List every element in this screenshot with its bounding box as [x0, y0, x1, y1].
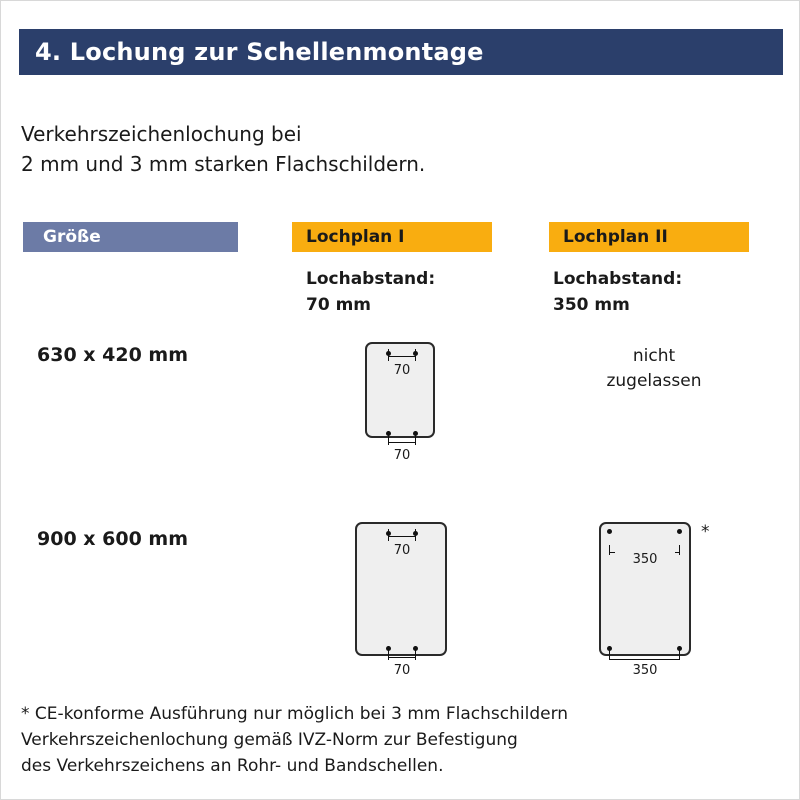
- not-allowed-line-1: nicht: [632, 346, 676, 366]
- column-header-lochplan-2: Lochplan II: [549, 222, 749, 252]
- lochabstand-label-1: Lochabstand:: [306, 269, 436, 289]
- plan2-not-allowed-text: [574, 344, 734, 394]
- dimension-line: [388, 536, 416, 537]
- dimension-tick: [415, 529, 416, 541]
- dimension-label-top: 70: [393, 543, 411, 558]
- dimension-tick: [388, 529, 389, 541]
- column-subheader-lochplan-2: [553, 266, 682, 318]
- not-allowed-line-2: zugelassen: [606, 371, 702, 391]
- lochabstand-label-2: Lochabstand:: [553, 269, 683, 289]
- dimension-label-bottom: 70: [393, 448, 411, 463]
- lochabstand-value-1: 70 mm: [306, 295, 372, 315]
- dimension-tick: [609, 545, 610, 555]
- intro-line-1: Verkehrszeichenlochung bei: [21, 122, 302, 146]
- section-header-bar: [19, 29, 783, 75]
- dimension-tick: [679, 545, 680, 555]
- hole-dot: [607, 529, 612, 534]
- footnote-marker-asterisk: *: [701, 522, 710, 542]
- dimension-tick: [609, 646, 610, 660]
- dimension-line: [388, 442, 416, 443]
- dimension-tick: [388, 349, 389, 361]
- column-subheader-lochplan-1: [306, 266, 435, 318]
- dimension-tick: [679, 646, 680, 660]
- dimension-line: [609, 659, 680, 660]
- footnote-line-1: * CE-konforme Ausführung nur möglich bei 3 mm Flachschildern: [21, 704, 569, 724]
- dimension-label-top: 70: [393, 363, 411, 378]
- footnote-block: [21, 701, 568, 779]
- column-header-size: Größe: [23, 222, 238, 252]
- footnote-line-2: Verkehrszeichenlochung gemäß IVZ-Norm zur Befestigung: [21, 730, 518, 750]
- dimension-label-top: 350: [615, 552, 675, 567]
- dimension-tick: [415, 349, 416, 361]
- dimension-line: [388, 657, 416, 658]
- row-label-size-630x420: 630 x 420 mm: [37, 344, 189, 366]
- footnote-line-3: des Verkehrszeichens an Rohr- und Bandschellen.: [21, 756, 444, 776]
- lochabstand-value-2: 350 mm: [553, 295, 630, 315]
- hole-dot: [677, 529, 682, 534]
- intro-text: [21, 119, 425, 179]
- row-label-size-900x600: 900 x 600 mm: [37, 528, 189, 550]
- dimension-line: [388, 356, 416, 357]
- sign-diagram-900x600-plan2: [599, 522, 691, 656]
- dimension-label-bottom: 70: [393, 663, 411, 678]
- page-title: 4. Lochung zur Schellenmontage: [35, 38, 484, 66]
- intro-line-2: 2 mm und 3 mm starken Flachschildern.: [21, 152, 426, 176]
- column-header-lochplan-1: Lochplan I: [292, 222, 492, 252]
- dimension-label-bottom: 350: [632, 663, 658, 678]
